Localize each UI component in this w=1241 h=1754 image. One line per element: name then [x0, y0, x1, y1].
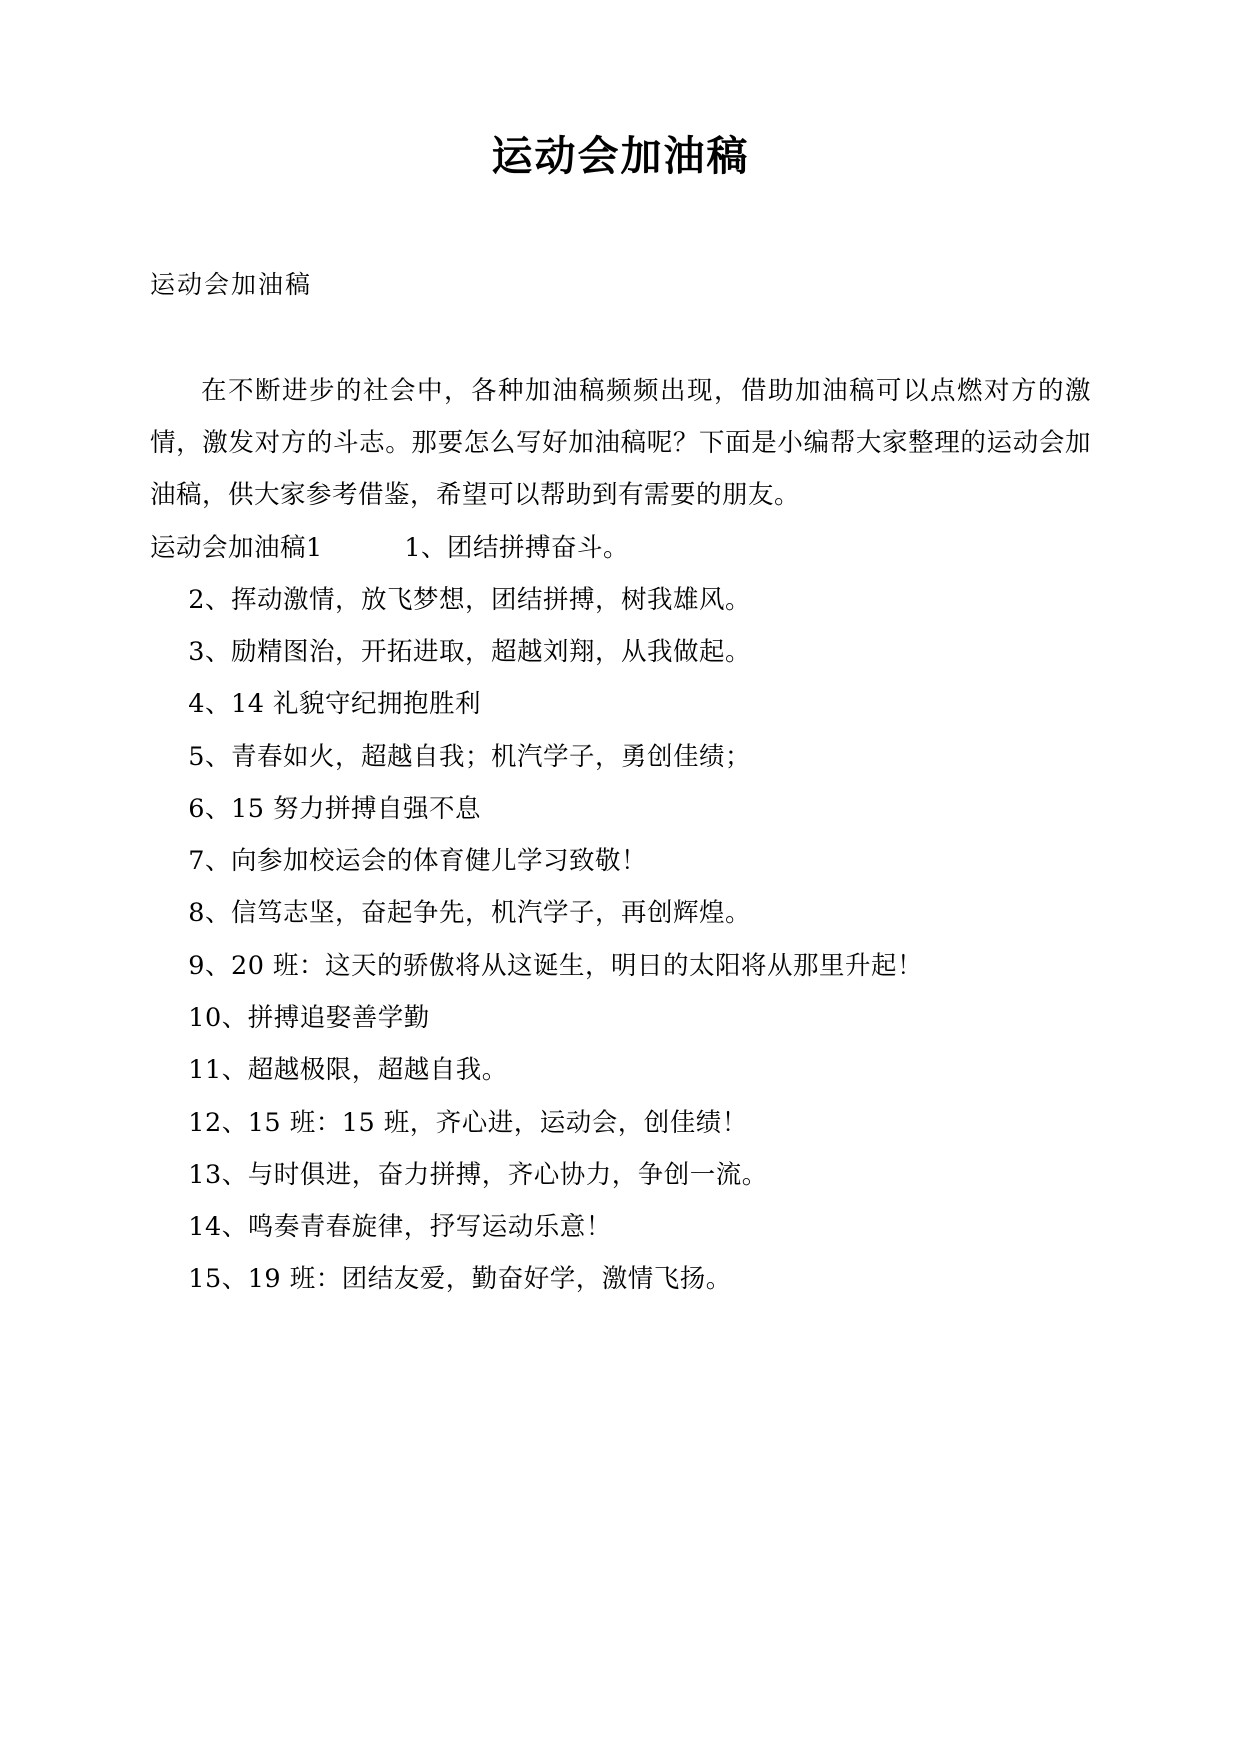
list-item: 15、19 班：团结友爱，勤奋好学，激情飞扬。 — [188, 1264, 732, 1295]
list-item: 13、与时俱进，奋力拼搏，齐心协力，争创一流。 — [188, 1159, 768, 1190]
page-title: 运动会加油稿 — [491, 132, 750, 180]
section-label-line — [150, 522, 1091, 574]
document-subtitle: 运动会加油稿 — [150, 270, 313, 300]
list-item: 12、15 班：15 班，齐心进，运动会，创佳绩！ — [188, 1107, 748, 1138]
list-item: 10、拼搏追娶善学勤 — [188, 1002, 430, 1033]
first-list-item: 1、团结拼搏奋斗。 — [404, 532, 630, 563]
list-item: 4、14 礼貌守纪拥抱胜利 — [188, 689, 482, 720]
list-item: 11、超越极限，超越自我。 — [188, 1055, 508, 1086]
intro-paragraph: 在不断进步的社会中，各种加油稿频频出现，借助加油稿可以点燃对方的激情，激发对方的斗志。那要怎么写好加油稿呢？下面是小编帮大家整理的运动会加油稿，供大家参考借鉴，希望可以帮助到有需要的朋友。 — [150, 375, 1091, 511]
list-item: 5、青春如火，超越自我；机汽学子，勇创佳绩； — [188, 741, 751, 772]
list-item: 2、挥动激情，放飞梦想，团结拼搏，树我雄风。 — [188, 584, 751, 615]
list-item: 9、20 班：这天的骄傲将从这诞生，明日的太阳将从那里升起！ — [188, 950, 924, 981]
list-item: 14、鸣奏青春旋律，抒写运动乐意！ — [188, 1212, 612, 1243]
list-item: 7、向参加校运会的体育健儿学习致敬！ — [188, 846, 647, 877]
section-label: 运动会加油稿1 — [150, 532, 323, 563]
list-item: 3、励精图治，开拓进取，超越刘翔，从我做起。 — [188, 637, 751, 668]
list-item: 6、15 努力拼搏自强不息 — [188, 793, 482, 824]
list-item: 8、信笃志坚，奋起争先，机汽学子，再创辉煌。 — [188, 898, 751, 929]
